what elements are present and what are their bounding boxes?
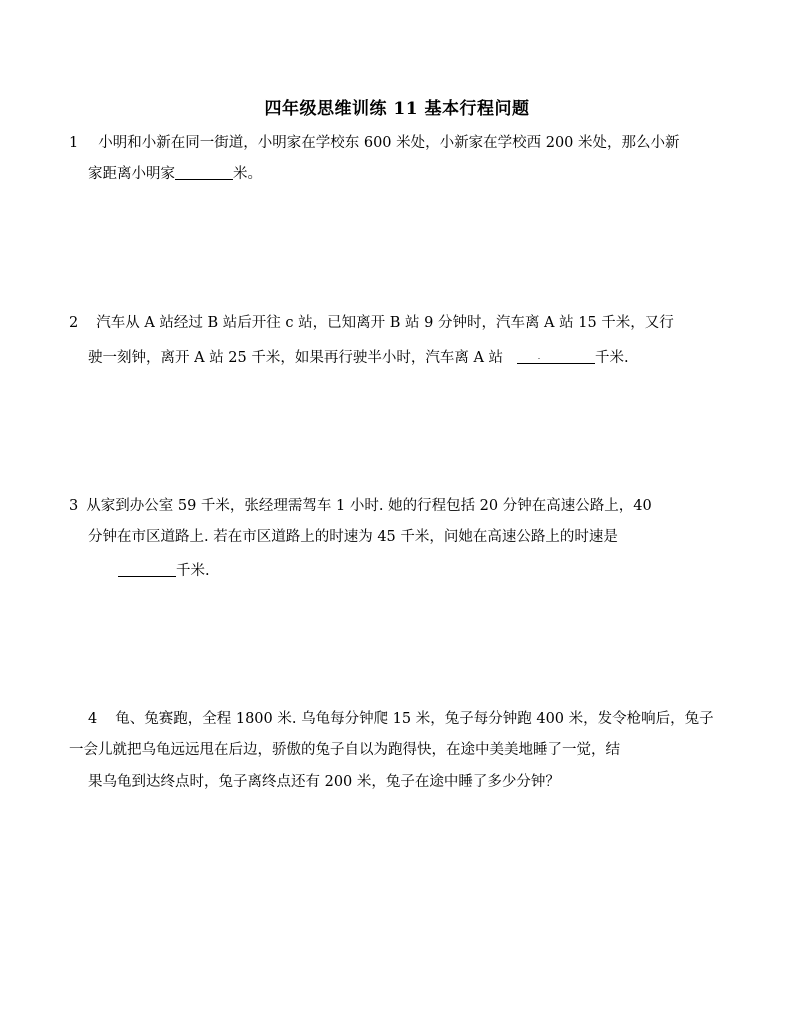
question-4-line-3 bbox=[88, 773, 560, 791]
question-2-answer-blank[interactable] bbox=[517, 349, 595, 364]
question-3-line-2 bbox=[88, 528, 618, 546]
question-1-number: 1 bbox=[69, 135, 79, 151]
question-1-text-2: 家距离小明家 bbox=[88, 166, 175, 182]
question-1-line-1 bbox=[69, 134, 680, 152]
question-1-line-2 bbox=[88, 163, 262, 183]
question-4-text-1: 龟、兔赛跑，全程 1800 米. 乌龟每分钟爬 15 米，兔子每分钟跑 400 米，发令枪响后，兔子 bbox=[115, 711, 714, 727]
question-4-text-3: 果乌龟到达终点时，兔子离终点还有 200 米，兔子在途中睡了多少分钟？ bbox=[88, 774, 560, 790]
question-4-text-2: 一会儿就把乌龟远远甩在后边，骄傲的兔子自以为跑得快，在途中美美地睡了一觉，结 bbox=[69, 742, 620, 758]
question-3-text-2: 分钟在市区道路上. 若在市区道路上的时速为 45 千米，问她在高速公路上的时速是 bbox=[88, 529, 618, 545]
question-3-text-3: 千米. bbox=[176, 563, 210, 579]
faint-mark bbox=[538, 358, 540, 359]
question-3-line-1 bbox=[69, 497, 652, 515]
question-2-text-3: 千米. bbox=[595, 350, 629, 366]
question-4-line-2 bbox=[69, 741, 620, 759]
question-4-line-1 bbox=[88, 710, 714, 728]
question-3-line-3 bbox=[118, 560, 210, 580]
question-4-number: 4 bbox=[88, 711, 98, 727]
question-3-number: 3 bbox=[69, 498, 79, 514]
question-2-line-2 bbox=[88, 347, 629, 367]
question-2-number: 2 bbox=[69, 315, 79, 331]
question-2-text-2: 驶一刻钟，离开 A 站 25 千米，如果再行驶半小时，汽车离 A 站 bbox=[88, 350, 504, 366]
question-1-text-1: 小明和小新在同一街道，小明家在学校东 600 米处，小新家在学校西 200 米处，那么小新 bbox=[98, 135, 680, 151]
question-2-line-1 bbox=[69, 314, 674, 332]
question-3-text-1: 从家到办公室 59 千米，张经理需驾车 1 小时. 她的行程包括 20 分钟在高速公路上，40 bbox=[86, 498, 652, 514]
page-title: 四年级思维训练 11 基本行程问题 bbox=[264, 99, 530, 119]
question-1-answer-blank[interactable] bbox=[175, 165, 233, 180]
question-3-answer-blank[interactable] bbox=[118, 562, 176, 577]
question-1-text-3: 米。 bbox=[233, 166, 262, 182]
question-2-text-1: 汽车从 A 站经过 B 站后开往 c 站，已知离开 B 站 9 分钟时，汽车离 A 站 15 千米，又行 bbox=[96, 315, 674, 331]
